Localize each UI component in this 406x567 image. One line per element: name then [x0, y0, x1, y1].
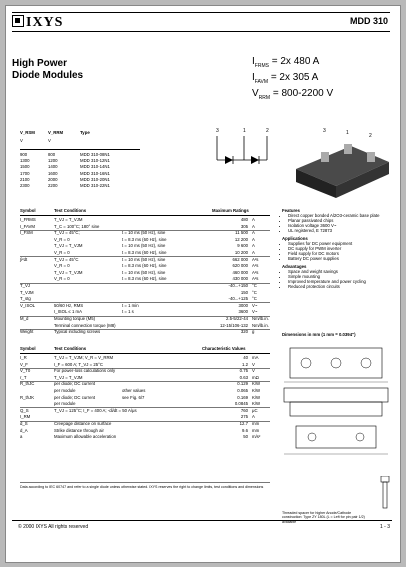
advantages-item: • Space and weight savings	[288, 269, 396, 274]
advantages-item: • Reduced protection circuits	[288, 284, 396, 289]
char_table-condition: Maximum allowable acceleration	[54, 434, 117, 440]
applications-item: • Supplies for DC power equipment	[288, 241, 396, 246]
circuit-symbol	[216, 128, 269, 164]
max_table-unit: A²s	[252, 263, 259, 269]
max-ratings-table	[12, 208, 270, 340]
char_table-symbol: R_thJK	[20, 394, 35, 400]
type-row-name: MDD 310-22N1	[80, 183, 110, 188]
char_table-condition: Creepage distance on surface	[54, 421, 112, 426]
max_table-value: 662 000	[232, 256, 248, 262]
type-row-vrrm: 2200	[48, 183, 58, 188]
part-number: MDD 310	[349, 16, 388, 26]
type-row-vrsm: 1500	[20, 164, 30, 170]
svg-text:1: 1	[243, 128, 246, 134]
max_table-unit: A²s	[252, 256, 259, 262]
char_table-condition: per module	[54, 401, 76, 407]
max_table-value: 305	[240, 223, 248, 229]
type-row-vrrm: 2000	[48, 176, 58, 182]
max_table-symbol: V_ISOL	[20, 302, 36, 308]
type-col-type: Type	[80, 130, 90, 135]
type-col-vrrm: V_RRM	[48, 130, 64, 135]
applications-item: • Field supply for DC motors	[288, 251, 396, 256]
max_table-symbol: T_stg	[20, 296, 31, 302]
char_table-unit: mm	[252, 427, 260, 433]
ixys-logo: IXYS	[12, 14, 63, 31]
char_table-unit: V	[252, 361, 255, 367]
advantages-title: Advantages	[282, 264, 307, 269]
threaded-spacer-drawing	[378, 476, 392, 510]
type-col-vrsm: V_RSM	[20, 130, 35, 135]
max_table-unit: A	[252, 223, 255, 229]
max_table-value: 460 000	[232, 269, 248, 275]
max_table-unit: A²s	[252, 276, 259, 282]
svg-text:2: 2	[266, 128, 269, 134]
char_table-value: 0.169	[237, 394, 248, 400]
char_table-value: 760	[240, 407, 248, 413]
type-row-name: MDD 310-12N1	[80, 158, 110, 164]
char_table-condition: For power-loss calculations only	[54, 368, 116, 374]
type-unit: V	[20, 138, 23, 143]
max_table-symbol: I_FSM	[20, 230, 33, 236]
max_table-unit: V~	[252, 302, 258, 308]
dimensions-title: Dimensions in mm (1 mm = 0.0394")	[282, 332, 356, 337]
char_table-unit: μC	[252, 407, 258, 413]
max_table-unit: A²s	[252, 269, 259, 275]
max-col-symbol: Symbol	[20, 208, 36, 213]
char_table-symbol: I_R	[20, 355, 27, 360]
max_table-unit: A	[252, 217, 255, 222]
applications-item: • DC supply for PWM inverter	[288, 246, 396, 251]
advantages-item: • Improved temperature and power cycling	[288, 279, 396, 284]
char_table-value: 40	[243, 355, 248, 360]
max_table-condition-extra: t = 8.3 ms (60 Hz), sine	[122, 236, 167, 242]
char_table-condition: per diode; DC current	[54, 394, 96, 400]
max_table-unit: °C	[252, 289, 257, 295]
char_table-symbol: V_T0	[20, 368, 31, 374]
max_table-condition: T_VJ = T_VJM	[54, 269, 83, 275]
max_table-value: 620 000	[232, 263, 248, 269]
char_table-condition-extra: other values	[122, 388, 146, 393]
advantages-item: • Simple mounting	[288, 274, 396, 279]
max_table-condition-extra: t = 1 s	[122, 309, 134, 315]
max_table-condition-extra: t = 10 ms (50 Hz), sine	[122, 256, 166, 262]
max_table-condition-extra: t = 8.3 ms (60 Hz), sine	[122, 250, 167, 255]
type-row-vrsm: 1700	[20, 170, 30, 176]
char_table-symbol: V_F	[20, 361, 28, 367]
max_table-symbol: T_VJM	[20, 289, 34, 295]
header-bar	[12, 12, 390, 32]
char_table-value: 50	[243, 434, 248, 440]
features-section	[282, 208, 396, 289]
char_table-unit: V	[252, 368, 255, 374]
features-item: • UL registered, E 72873	[288, 228, 396, 233]
char_table-value: 0.63	[239, 374, 248, 380]
type-row-vrrm: 1200	[48, 158, 58, 164]
max_table-value: 3600	[238, 309, 248, 315]
note-right: Threaded spacer for higher Anode/Cathode construction: Type ZY 180L (L = Left for pin pair 1/2) available	[282, 511, 365, 524]
char-col-values: Characteristic Values	[202, 346, 246, 351]
max_table-condition: Typical including screws	[54, 329, 101, 335]
max_table-condition: Terminal connection torque (M8)	[54, 322, 116, 328]
char_table-value: 275	[240, 414, 248, 420]
max_table-symbol: I_FAVM	[20, 223, 35, 229]
module-illustration	[211, 124, 391, 204]
type-row-name: MDD 310-14N1	[80, 164, 110, 170]
max_table-unit: A	[252, 243, 255, 249]
char_table-unit: mΩ	[252, 374, 259, 380]
characteristic-table	[12, 346, 270, 476]
max_table-symbol: T_VJ	[20, 283, 31, 288]
max_table-unit: Nm/lb.in.	[252, 322, 269, 328]
svg-text:2: 2	[369, 133, 372, 139]
type-row-name: MDD 310-20N1	[80, 176, 110, 182]
summary-vrrm: $V_{RRM} = 800-2200$ V	[252, 88, 334, 101]
max_table-condition: 50/60 Hz, RMS	[54, 302, 84, 308]
char_table-condition: per diode; DC current	[54, 381, 96, 387]
char_table-unit: K/W	[252, 381, 261, 387]
max_table-condition: V_R = 0	[54, 250, 70, 255]
max_table-unit: V~	[252, 309, 258, 315]
char_table-unit: K/W	[252, 394, 261, 400]
type-row-name: MDD 310-08N1	[80, 152, 110, 157]
max_table-condition-extra: t = 1 min	[122, 302, 139, 308]
max_table-value: 11 500	[235, 230, 248, 236]
max_table-unit: g	[252, 329, 255, 335]
max_table-symbol: ∫i²dt	[20, 256, 28, 262]
features-item: • Planar passivated chips	[288, 218, 396, 223]
char_table-unit: mm	[252, 421, 260, 426]
max_table-value: 12 200	[234, 236, 248, 242]
max_table-condition: T_VJ = T_VJM	[54, 217, 83, 222]
char_table-unit: K/W	[252, 388, 261, 393]
max_table-symbol: I_FRMS	[20, 217, 36, 222]
type-row-vrrm: 800	[48, 152, 56, 157]
max_table-condition-extra: t = 10 ms (50 Hz), sine	[122, 269, 166, 275]
logo-mark-icon	[12, 15, 24, 27]
max_table-condition: V_R = 0	[54, 236, 70, 242]
summary-ifavm: $I_{FAVM} = 2x$ 305 A	[252, 72, 319, 85]
char_table-condition: Strike distance through air	[54, 427, 104, 433]
char_table-symbol: Q_S	[20, 407, 29, 413]
copyright: © 2000 IXYS All rights reserved	[18, 524, 89, 530]
max_table-condition: T_VJ = T_VJM	[54, 243, 83, 249]
max_table-condition-extra: t = 8.3 ms (60 Hz), sine	[122, 263, 167, 269]
char_table-unit: K/W	[252, 401, 261, 407]
max_table-condition: V_R = 0	[54, 263, 70, 269]
dimension-drawing	[282, 342, 394, 472]
type-row-vrsm: 900	[20, 152, 28, 157]
char_table-symbol: r_T	[20, 374, 27, 380]
char_table-unit: A	[252, 414, 255, 420]
max_table-value: 480	[240, 217, 248, 222]
max_table-unit: °C	[252, 283, 257, 288]
char_table-unit: mA	[252, 355, 259, 360]
char-col-conditions: Test Conditions	[54, 346, 87, 351]
type-row-name: MDD 310-16N1	[80, 170, 110, 176]
max_table-value: 10 200	[234, 250, 248, 255]
max_table-value: 3000	[238, 302, 248, 308]
max_table-condition: V_R = 0	[54, 276, 70, 282]
type-unit: V	[48, 138, 51, 143]
max_table-unit: Nm/lb.in.	[252, 316, 269, 321]
char_table-value: 0.0845	[234, 401, 248, 407]
char_table-value: 0.065	[237, 388, 248, 393]
char_table-unit: m/s²	[252, 434, 261, 440]
max_table-value: 150	[240, 289, 248, 295]
type-row-vrrm: 1600	[48, 170, 58, 176]
char_table-symbol: d_A	[20, 427, 28, 433]
max_table-symbol: Weight	[20, 329, 34, 335]
features-title: Features	[282, 208, 300, 213]
svg-text:3: 3	[216, 128, 219, 134]
svg-text:1: 1	[346, 130, 349, 136]
applications-title: Applications	[282, 236, 308, 241]
char_table-symbol: R_thJC	[20, 381, 35, 387]
module-photo	[296, 128, 389, 198]
char_table-value: 12.7	[239, 421, 248, 426]
max_table-condition-extra: t = 10 ms (50 Hz), sine	[122, 230, 166, 236]
char_table-symbol: d_S	[20, 421, 28, 426]
max_table-condition-extra: t = 8.3 ms (60 Hz), sine	[122, 276, 167, 282]
max_table-unit: A	[252, 250, 255, 255]
max_table-symbol: M_d	[20, 316, 29, 321]
max_table-value: -40...+150	[228, 283, 248, 288]
summary-ifrms: $I_{FRMS} = 2x$ 480 A	[252, 56, 320, 69]
char_table-value: 1.2	[242, 361, 248, 367]
char_table-value: 0.129	[237, 381, 248, 387]
max_table-value: 320	[240, 329, 248, 335]
svg-text:3: 3	[323, 128, 326, 134]
max_table-condition-extra: t = 10 ms (50 Hz), sine	[122, 243, 166, 249]
applications-item: • Battery DC power supplies	[288, 256, 396, 261]
type-row-vrsm: 2300	[20, 183, 30, 188]
max_table-unit: °C	[252, 296, 257, 302]
max_table-condition: T_VJ = 45°C	[54, 256, 79, 262]
char_table-condition: T_VJ = T_VJM; V_R = V_RRM	[54, 355, 114, 360]
max-col-conditions: Test Conditions	[54, 208, 87, 213]
max_table-unit: A	[252, 230, 255, 236]
max_table-condition: T_VJ = 45°C;	[54, 230, 80, 236]
features-item: • Isolation voltage 3600 V~	[288, 223, 396, 228]
type-row-vrrm: 1400	[48, 164, 58, 170]
type-row-vrsm: 2100	[20, 176, 30, 182]
char_table-value: 9.6	[242, 427, 248, 433]
char_table-condition: I_F = 600 A; T_VJ = 25°C	[54, 361, 103, 367]
note-left: Data according to IEC 60747 and refer to a single diode unless otherwise stated. IXYS reserves the right to change limits, test conditions and dimensions	[20, 485, 264, 489]
page-number: 1 - 3	[379, 524, 390, 530]
max_table-value: 12-15/106-132	[220, 322, 248, 328]
char_table-condition: T_VJ = T_VJM	[54, 374, 83, 380]
page-title: High Power Diode Modules	[12, 58, 84, 81]
max_table-value: 9 600	[237, 243, 248, 249]
features-item: • Direct copper bonded Al2O3-ceramic base plate	[288, 213, 396, 218]
type-row-vrsm: 1300	[20, 158, 30, 164]
max_table-unit: A	[252, 236, 255, 242]
ratings-summary	[252, 56, 333, 104]
char_table-symbol: a	[20, 434, 23, 440]
char_table-condition: T_VJ = 125°C; I_F = 400 A; -di/dt = 50 A/μs	[54, 407, 137, 413]
max_table-value: -40...+125	[228, 296, 248, 302]
max_table-condition: T_C = 100°C; 180° sine	[54, 223, 100, 229]
max_table-condition: I_ISOL ≤ 1 mA	[54, 309, 82, 315]
max-col-values: Maximum Ratings	[212, 208, 249, 213]
char_table-condition-extra: see Fig. 6/7	[122, 394, 145, 400]
char_table-value: 0.75	[239, 368, 248, 374]
max_table-value: 2.5-5/22-44	[226, 316, 248, 321]
char-col-symbol: Symbol	[20, 346, 36, 351]
char_table-symbol: I_RM	[20, 414, 31, 420]
max_table-condition: Mounting torque (M5)	[54, 316, 96, 321]
char_table-condition: per module	[54, 388, 76, 393]
max_table-value: 430 000	[232, 276, 248, 282]
datasheet-page	[5, 5, 401, 563]
